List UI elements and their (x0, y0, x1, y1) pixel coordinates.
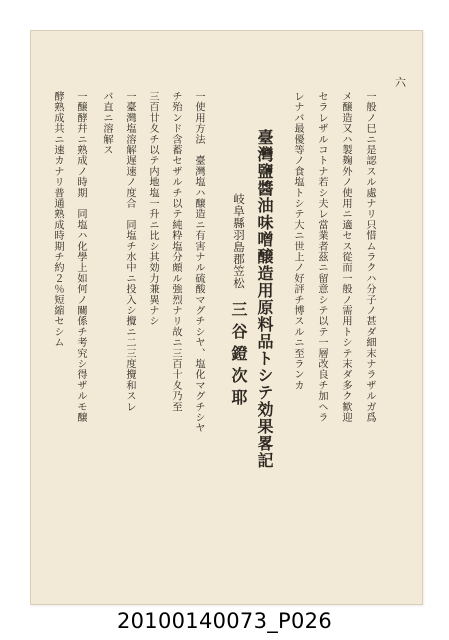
text-line: 一醸酵幷ニ熟成ノ時期 同塩ハ化學上如何ノ關係チ考究シ得ザルモ醸 (75, 91, 86, 423)
text-line: 一使用方法 臺灣塩ハ醸造ニ有害ナル硫酸マグチシヤ、塩化マグチシヤ (193, 91, 204, 434)
text-line: 一般ノ巳ニ是認スル處ナリ只惜ムラクハ分子ノ甚ダ細末ナラザルガ爲 (364, 91, 375, 423)
article-title: 臺灣鹽醬油味噌醸造用原料品トシテ効果畧記 (255, 129, 274, 469)
document-page (30, 30, 423, 605)
author-name: 三谷鐙次耶 (229, 301, 248, 411)
text-line: 一臺灣塩溶解遅速ノ度合 同塩チ水中ニ投入シ攪ニ二三度攪和スレ (124, 91, 135, 412)
image-caption: 20100140073_P026 (116, 609, 332, 633)
text-line: メ醸造又ハ製麹外ノ使用ニ適セス從而一般ノ需用トシテ末ダ多ク歓迎 (340, 91, 351, 423)
text-line: 三百廿夊チ以テ内地塩一升ニ比シ其効力兼異ナシ (147, 91, 158, 327)
text-line: チ殆ンド含蓄セザルチ以テ純粋塩分頗ル強烈ナリ故ニ三百十夊乃至 (170, 91, 181, 412)
text-line: レナバ最優等ノ食塩トシテ大ニ世上ノ好評チ博スルニ至ランカ (292, 91, 303, 391)
page-number: 六 (395, 76, 406, 89)
text-line: セラレザルコトナ若シ夫レ當業者茲ニ留意シテ以テ一層改良チ加ヘラ (316, 91, 327, 423)
text-line: 酵熟成共ニ速カナリ普通熟成時期チ約２％短縮セシム (52, 91, 63, 348)
author-address: 岐阜縣羽島郡笠松 (232, 193, 246, 289)
text-line: バ直ニ溶解ス (101, 91, 112, 156)
